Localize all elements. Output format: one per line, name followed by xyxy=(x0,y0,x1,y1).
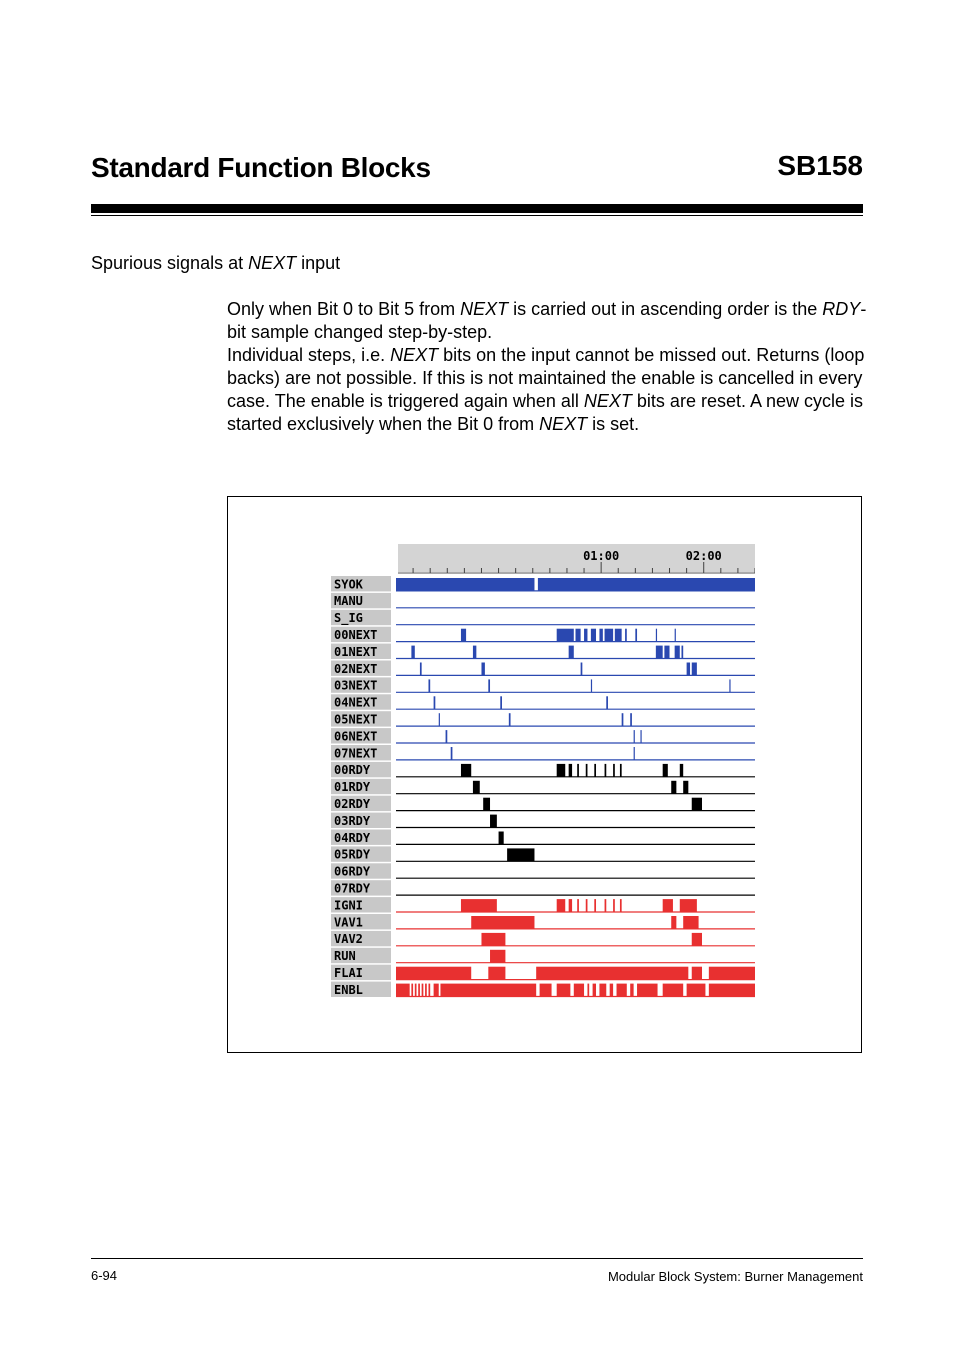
signal-00next-pulse-0 xyxy=(461,629,466,642)
signal-enbl-label: ENBL xyxy=(334,982,363,997)
signal-04next-pulse-0 xyxy=(434,696,436,709)
document-title: Modular Block System: Burner Management xyxy=(607,1269,863,1284)
signal-igni-pulse-8 xyxy=(620,899,622,912)
signal-01next-pulse-3 xyxy=(656,646,663,659)
signal-enbl-pulse-15 xyxy=(610,984,613,997)
signal-02next-pulse-4 xyxy=(692,663,697,676)
signal-enbl-pulse-3 xyxy=(418,984,420,997)
signal-enbl-pulse-2 xyxy=(415,984,417,997)
signal-02rdy-pulse-0 xyxy=(483,798,490,811)
signal-04next-pulse-2 xyxy=(606,696,608,709)
signal-enbl-pulse-1 xyxy=(411,984,413,997)
signal-enbl-pulse-4 xyxy=(422,984,424,997)
signal-05next-pulse-2 xyxy=(622,713,624,726)
signal-02next-pulse-0 xyxy=(420,663,422,676)
signal-05next-label: 05NEXT xyxy=(334,712,378,727)
signal-00next-pulse-9 xyxy=(635,629,637,642)
signal-01next-pulse-0 xyxy=(411,646,414,659)
block-code: SB158 xyxy=(777,150,863,181)
signal-03next-pulse-0 xyxy=(428,679,430,692)
signal-07rdy-label: 07RDY xyxy=(334,881,371,896)
p2-next-term-3: NEXT xyxy=(539,414,588,434)
signal-syok-label: SYOK xyxy=(334,577,363,592)
signal-enbl-pulse-21 xyxy=(709,984,755,997)
signal-flai-pulse-1 xyxy=(488,967,505,980)
signal-enbl-pulse-9 xyxy=(540,984,552,997)
signal-syok-pulse-0 xyxy=(396,578,534,591)
signal-00next-pulse-10 xyxy=(656,629,657,642)
p1-text-e: -bit sample changed step-by-step. xyxy=(227,299,867,342)
signal-01next-label: 01NEXT xyxy=(334,644,378,659)
signal-enbl-pulse-14 xyxy=(599,984,606,997)
paragraph-1 xyxy=(227,298,867,344)
signal-vav2-label: VAV2 xyxy=(334,932,363,947)
section-heading-prefix: Spurious signals at xyxy=(91,253,249,273)
signal-06next-pulse-0 xyxy=(446,730,448,743)
time-label-1: 02:00 xyxy=(685,549,722,563)
signal-00rdy-pulse-0 xyxy=(461,764,471,777)
signal-run-label: RUN xyxy=(334,949,356,964)
signal-enbl-pulse-18 xyxy=(637,984,658,997)
signal-00rdy-pulse-4 xyxy=(586,764,588,777)
signal-00rdy-pulse-7 xyxy=(613,764,615,777)
signal-igni-pulse-2 xyxy=(569,899,572,912)
signal-igni-pulse-7 xyxy=(613,899,615,912)
p2-text-a: Individual steps, i.e. xyxy=(227,345,391,365)
signal-07next-label: 07NEXT xyxy=(334,746,378,761)
signal-enbl-pulse-13 xyxy=(593,984,596,997)
signal-00next-pulse-8 xyxy=(625,629,627,642)
signal-06rdy-label: 06RDY xyxy=(334,864,371,879)
signal-01rdy-pulse-1 xyxy=(671,781,676,794)
signal-flai-pulse-2 xyxy=(536,967,688,980)
signal-s-ig-label: S_IG xyxy=(334,611,363,626)
signal-00rdy-label: 00RDY xyxy=(334,763,371,778)
signal-04next-pulse-1 xyxy=(500,696,502,709)
signal-00next-pulse-4 xyxy=(591,629,596,642)
signal-03next-pulse-3 xyxy=(729,679,730,692)
header-rule-thick xyxy=(91,204,863,213)
signal-syok-pulse-1 xyxy=(538,578,755,591)
signal-igni-pulse-5 xyxy=(594,899,596,912)
paragraph-2 xyxy=(227,344,867,436)
signal-igni-pulse-1 xyxy=(557,899,566,912)
p2-next-term-1: NEXT xyxy=(390,345,439,365)
signal-vav2-pulse-1 xyxy=(692,933,702,946)
signal-flai-label: FLAI xyxy=(334,966,363,980)
section-heading-italic: NEXT xyxy=(248,253,297,273)
signal-00next-pulse-7 xyxy=(615,629,622,642)
signal-02rdy-pulse-1 xyxy=(692,798,702,811)
signal-03next-label: 03NEXT xyxy=(334,678,378,693)
signal-00rdy-pulse-5 xyxy=(594,764,596,777)
signal-03next-pulse-1 xyxy=(488,679,490,692)
signal-07next-pulse-1 xyxy=(634,747,635,760)
signal-06next-pulse-1 xyxy=(634,730,635,743)
figure-frame xyxy=(227,496,862,1053)
signal-04next-label: 04NEXT xyxy=(334,695,378,710)
signal-enbl-pulse-0 xyxy=(396,984,410,997)
signal-enbl-pulse-16 xyxy=(617,984,627,997)
page-title: Standard Function Blocks xyxy=(91,152,431,183)
p2-text-e: bits are reset. A new cycle is started exclusively when the Bit 0 from xyxy=(227,391,864,434)
signal-enbl-pulse-17 xyxy=(630,984,633,997)
time-label-0: 01:00 xyxy=(583,549,620,563)
signal-flai-pulse-0 xyxy=(396,967,471,980)
section-heading-suffix: input xyxy=(296,253,341,273)
signal-00rdy-pulse-9 xyxy=(663,764,668,777)
signal-00rdy-pulse-8 xyxy=(620,764,622,777)
signal-00rdy-pulse-1 xyxy=(557,764,566,777)
p2-text-c: bits on the input cannot be missed out. Returns (loop backs) are not possible. If this is not maintained the enable is cancelled in every case. The enable is triggered again when all xyxy=(227,345,865,411)
p2-next-term-2: NEXT xyxy=(583,391,632,411)
signal-04rdy-pulse-0 xyxy=(499,832,504,845)
signal-vav1-pulse-2 xyxy=(683,916,698,929)
signal-03rdy-label: 03RDY xyxy=(334,813,371,828)
signal-vav1-pulse-1 xyxy=(671,916,676,929)
signal-enbl-pulse-5 xyxy=(425,984,427,997)
signal-00rdy-pulse-3 xyxy=(577,764,579,777)
signal-00next-pulse-3 xyxy=(584,629,587,642)
timing-diagram xyxy=(331,542,755,1002)
signal-igni-pulse-9 xyxy=(663,899,673,912)
signal-03next-pulse-2 xyxy=(591,679,592,692)
signal-07next-pulse-0 xyxy=(451,747,453,760)
signal-05rdy-pulse-0 xyxy=(507,848,534,861)
signal-vav1-label: VAV1 xyxy=(334,915,363,930)
signal-00next-pulse-1 xyxy=(557,629,574,642)
signal-enbl-pulse-7 xyxy=(434,984,439,997)
signal-00rdy-pulse-6 xyxy=(605,764,607,777)
signal-igni-label: IGNI xyxy=(334,898,363,913)
signal-02rdy-label: 02RDY xyxy=(334,797,371,811)
signal-igni-pulse-3 xyxy=(577,899,579,912)
signal-05next-pulse-0 xyxy=(439,713,440,726)
signal-02next-pulse-3 xyxy=(687,663,690,676)
signal-enbl-pulse-6 xyxy=(428,984,430,997)
signal-flai-pulse-4 xyxy=(709,967,755,980)
signal-00next-pulse-5 xyxy=(599,629,602,642)
signal-enbl-pulse-10 xyxy=(557,984,571,997)
signal-igni-pulse-4 xyxy=(586,899,588,912)
signal-02next-label: 02NEXT xyxy=(334,661,378,676)
signal-vav2-pulse-0 xyxy=(481,933,505,946)
signal-01next-pulse-2 xyxy=(569,646,574,659)
signal-01next-pulse-6 xyxy=(681,646,683,659)
p1-text-c: is carried out in ascending order is the xyxy=(508,299,823,319)
body-paragraph xyxy=(227,298,867,436)
signal-01rdy-pulse-2 xyxy=(683,781,688,794)
page-number: 6-94 xyxy=(91,1268,118,1283)
p1-text-a: Only when Bit 0 to Bit 5 from xyxy=(227,299,461,319)
signal-02next-pulse-2 xyxy=(581,663,583,676)
signal-igni-pulse-0 xyxy=(461,899,497,912)
signal-05next-pulse-1 xyxy=(509,713,511,726)
signal-01next-pulse-4 xyxy=(664,646,669,659)
signal-enbl-pulse-19 xyxy=(663,984,684,997)
signal-00rdy-pulse-10 xyxy=(680,764,683,777)
signal-vav1-pulse-0 xyxy=(471,916,534,929)
signal-00rdy-pulse-2 xyxy=(569,764,572,777)
signal-00next-label: 00NEXT xyxy=(334,628,378,642)
p1-next-term: NEXT xyxy=(460,299,509,319)
signal-enbl-pulse-20 xyxy=(687,984,706,997)
signal-00next-pulse-6 xyxy=(605,629,614,642)
signal-enbl-pulse-11 xyxy=(574,984,584,997)
signal-06next-label: 06NEXT xyxy=(334,729,378,744)
signal-igni-pulse-10 xyxy=(680,899,697,912)
footer-rule xyxy=(91,1258,863,1259)
signal-00next-pulse-2 xyxy=(576,629,581,642)
signal-igni-pulse-6 xyxy=(605,899,607,912)
signal-04rdy-label: 04RDY xyxy=(334,830,371,845)
p1-rdy-term: RDY xyxy=(822,299,861,319)
signal-flai-pulse-3 xyxy=(692,967,702,980)
signal-01rdy-pulse-0 xyxy=(473,781,480,794)
signal-00next-pulse-11 xyxy=(675,629,676,642)
signal-01next-pulse-5 xyxy=(675,646,680,659)
header-rule-thin xyxy=(91,215,863,216)
signal-03rdy-pulse-0 xyxy=(490,815,497,828)
signal-run-pulse-0 xyxy=(490,950,505,963)
signal-06next-pulse-2 xyxy=(640,730,641,743)
signal-manu-label: MANU xyxy=(334,594,363,609)
signal-05next-pulse-3 xyxy=(630,713,632,726)
signal-01rdy-label: 01RDY xyxy=(334,780,371,795)
section-heading xyxy=(91,253,340,274)
signal-02next-pulse-1 xyxy=(481,663,484,676)
signal-01next-pulse-1 xyxy=(473,646,476,659)
signal-enbl-pulse-12 xyxy=(587,984,589,997)
signal-05rdy-label: 05RDY xyxy=(334,847,371,862)
p2-text-g: is set. xyxy=(587,414,640,434)
signal-enbl-pulse-8 xyxy=(440,984,536,997)
